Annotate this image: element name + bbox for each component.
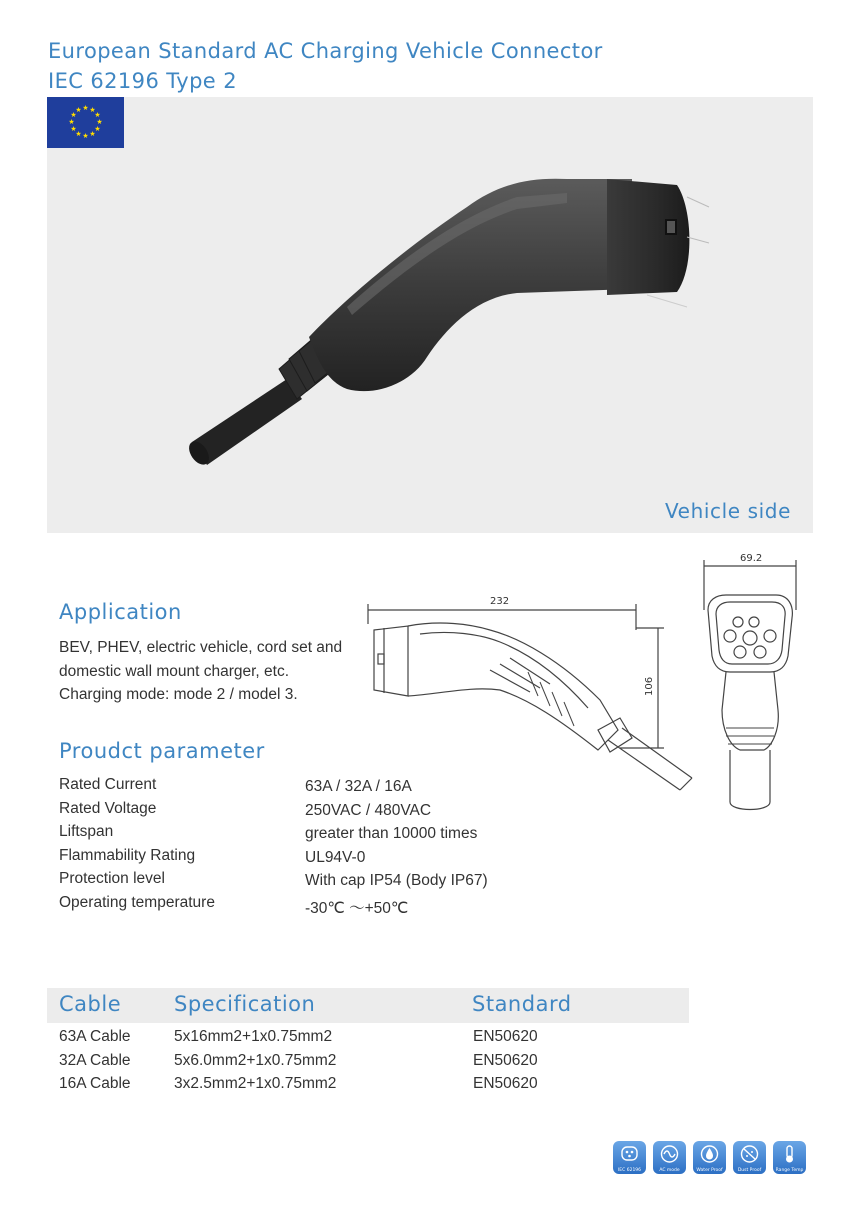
feature-badges xyxy=(613,1141,813,1177)
cable-column-header: Cable xyxy=(59,992,122,1016)
height-dimension: 106 xyxy=(644,676,655,696)
standard-cell: EN50620 xyxy=(473,1051,538,1069)
table-row xyxy=(0,1075,700,1099)
parameter-heading: Proudct parameter xyxy=(59,739,265,763)
dust-proof-icon xyxy=(733,1141,766,1174)
application-line-1: BEV, PHEV, electric vehicle, cord set and xyxy=(59,639,343,656)
standard-column-header: Standard xyxy=(472,992,572,1016)
length-dimension: 232 xyxy=(490,596,510,607)
application-heading: Application xyxy=(59,600,182,624)
parameter-value: 250VAC / 480VAC xyxy=(305,801,432,819)
specification-column-header: Specification xyxy=(174,992,316,1016)
application-line-2: domestic wall mount charger, etc. xyxy=(59,662,290,680)
vehicle-side-caption: Vehicle side xyxy=(664,499,791,523)
parameter-name: Liftspan xyxy=(59,823,114,840)
eu-flag-icon xyxy=(47,97,124,148)
cable-cell: 32A Cable xyxy=(59,1051,131,1069)
cable-cell: 16A Cable xyxy=(59,1075,131,1092)
table-row xyxy=(0,1028,700,1052)
application-line-3: Charging mode: mode 2 / model 3. xyxy=(59,686,298,703)
svg-text:★: ★ xyxy=(68,118,75,126)
badge-label: IEC 62196 xyxy=(617,1168,642,1173)
svg-text:★: ★ xyxy=(75,130,82,138)
svg-text:★: ★ xyxy=(89,130,96,138)
table-row xyxy=(0,1052,700,1076)
parameter-value: UL94V-0 xyxy=(305,848,366,866)
parameter-name: Protection level xyxy=(59,870,165,887)
application-text xyxy=(59,636,359,707)
parameter-value: -30℃ ～+50℃ xyxy=(305,899,409,917)
parameter-value: greater than 10000 times xyxy=(305,825,478,842)
front-view-drawing xyxy=(696,550,816,820)
connector-image xyxy=(47,97,813,533)
product-photo xyxy=(47,97,813,533)
title-line-1: European Standard AC Charging Vehicle Connector xyxy=(48,39,603,63)
svg-text:★: ★ xyxy=(89,106,96,114)
svg-text:★: ★ xyxy=(70,111,77,119)
svg-text:★: ★ xyxy=(94,125,101,133)
cable-table-header xyxy=(47,988,689,1023)
parameter-value: 63A / 32A / 16A xyxy=(305,778,412,795)
parameter-name: Rated Voltage xyxy=(59,799,157,817)
specification-cell: 5x16mm2+1x0.75mm2 xyxy=(174,1028,333,1045)
svg-text:★: ★ xyxy=(70,125,77,133)
specification-cell: 5x6.0mm2+1x0.75mm2 xyxy=(174,1051,337,1069)
badge-label: Range Temp xyxy=(775,1168,804,1173)
cable-table-body xyxy=(0,1028,700,1099)
standard-cell: EN50620 xyxy=(473,1028,538,1045)
svg-text:★: ★ xyxy=(96,118,103,126)
svg-text:★: ★ xyxy=(82,104,89,112)
standard-cell: EN50620 xyxy=(473,1075,538,1092)
svg-text:★: ★ xyxy=(75,106,82,114)
parameter-name: Flammability Rating xyxy=(59,846,196,864)
iec-62196-icon xyxy=(613,1141,646,1174)
water-proof-icon xyxy=(693,1141,726,1174)
title-line-2: IEC 62196 Type 2 xyxy=(48,69,237,93)
specification-cell: 3x2.5mm2+1x0.75mm2 xyxy=(174,1075,337,1092)
wide-range-temp-icon xyxy=(773,1141,806,1174)
svg-text:★: ★ xyxy=(82,132,89,140)
parameter-name: Rated Current xyxy=(59,776,157,793)
badge-label: AC mode xyxy=(659,1168,680,1173)
badge-label: Water Proof xyxy=(696,1168,723,1173)
parameter-value: With cap IP54 (Body IP67) xyxy=(305,872,488,889)
cable-cell: 63A Cable xyxy=(59,1028,131,1045)
svg-text:★: ★ xyxy=(94,111,101,119)
side-view-drawing xyxy=(360,590,700,810)
page-title xyxy=(48,36,603,96)
badge-label: Dust Proof xyxy=(737,1168,762,1173)
width-dimension: 69.2 xyxy=(740,553,763,564)
parameter-name: Operating temperature xyxy=(59,893,215,911)
ac-mode-icon xyxy=(653,1141,686,1174)
